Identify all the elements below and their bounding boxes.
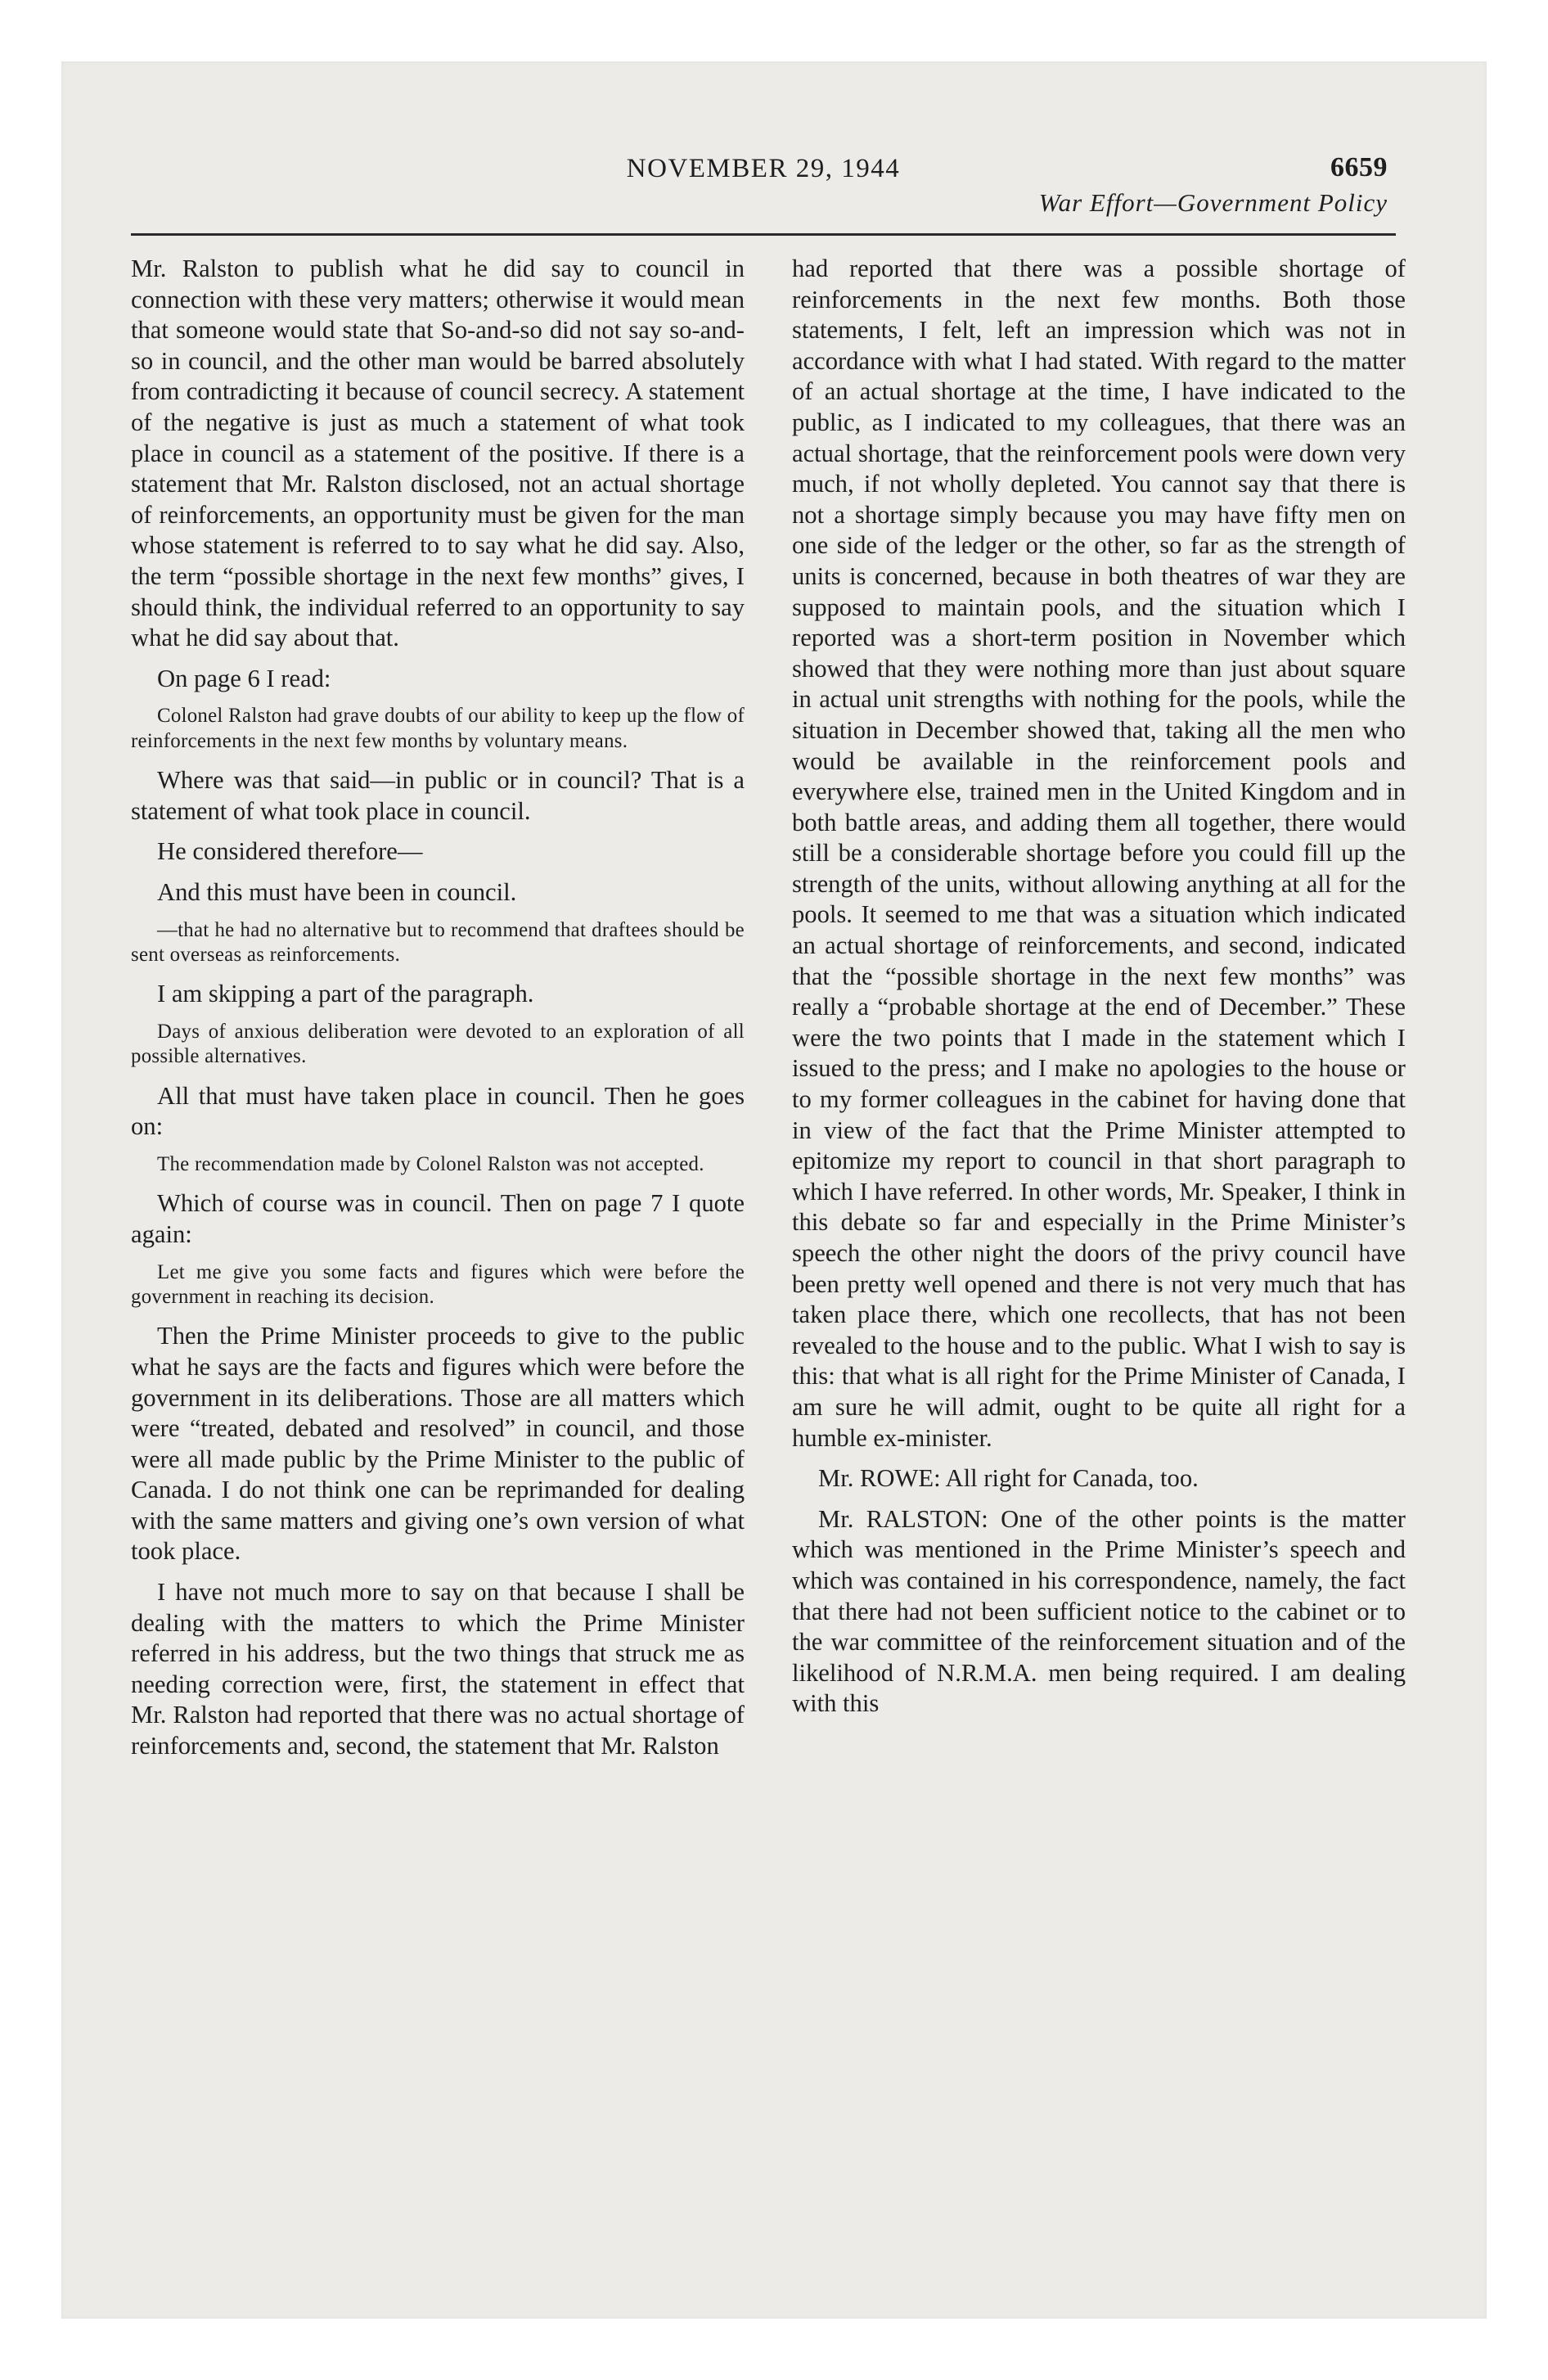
paragraph: had reported that there was a possible shortage of reinforcements in the next few months. Both those statements, I felt, left an impression which was not in accordance with what I had stated. With regard to the matter of an actual shortage at the time, I have indicated to the public, as I indicated to my colleagues, that there was an actual shortage, that the reinforcement pools were down very much, if not wholly depleted. You cannot say that there is not a shortage simply because you may have fifty men on one side of the ledger or the other, so far as the strength of units is concerned, because in both theatres of war they are supposed to maintain pools, and the situation which I reported was a short-term position in November which showed that they were nothing more than just about square in actual unit strengths with nothing for the pools, while the situation in December showed that, taking all the men who would be available in the reinforcement pools and everywhere else, trained men in the United Kingdom and in both battle areas, and adding them all together, there would still be a considerable shortage before you could fill up the strength of the units, without allowing anything at all for the pools. It seemed to me that was a situation which indicated an actual shortage of reinforcements, and second, indicated that the “possible shortage in the next few months” was really a “probable shortage at the end of December.” These were the two points that I made in the statement which I issued to the press; and I make no apologies to the house or to my former colleagues in the cabinet for having done that in view of the fact that the Prime Minister attempted to epitomize my report to council in that short paragraph to which I have referred. In other words, Mr. Speaker, I think in this debate so far and especially in the Prime Minister’s speech the other night the doors of the privy council have been pretty well opened and there is not very much that has taken place there, which one recollects, that has not been revealed to the house and to the public. What I wish to say is this: that what is all right for the Prime Minister of Canada, I am sure he will admit, ought to be quite all right for a humble ex-minister. <box>792 255 1406 1452</box>
paragraph: Mr. RALSTON: One of the other points is the matter which was mentioned in the Prime Minister’s speech and which was contained in his correspondence, namely, the fact that there had not been sufficient notice to the cabinet or to the war committee of the reinforcement situation and of the likelihood of N.R.M.A. men being required. I am dealing with this <box>792 1504 1406 1718</box>
paragraph: I am skipping a part of the paragraph. <box>157 980 534 1008</box>
quotation: The recommendation made by Colonel Ralston was not accepted. <box>157 1152 704 1175</box>
paragraph: On page 6 I read: <box>157 664 331 692</box>
paragraph: Mr. Ralston to publish what he did say to council in connection with these very matters; otherwise it would mean that someone would state that So-and-so did not say so-and-so in council, and the other man would be barred absolutely from contradicting it because of council secrecy. A statement of the negative is just as much a statement of what took place in council as a statement of the positive. If there is a statement that Mr. Ralston disclosed, not an actual shortage of reinforcements, an opportunity must be given for the man whose statement is referred to to say what he did say. Also, the term “possible shortage in the next few months” gives, I should think, the individual referred to an opportunity to say what he did say about that. <box>131 255 745 652</box>
paragraph: I have not much more to say on that because I shall be dealing with the matters to which the Prime Minister referred in his address, but the two things that struck me as needing correction were, first, the statement in effect that Mr. Ralston had reported that there was no actual shortage of reinforcements and, second, the statement that Mr. Ralston <box>131 1578 745 1760</box>
speaker-line: Mr. ROWE: All right for Canada, too. <box>818 1464 1199 1493</box>
left-column <box>131 254 745 1772</box>
header-date: NOVEMBER 29, 1944 <box>626 154 901 183</box>
quotation: Days of anxious deliberation were devoted to an exploration of all possible alternatives. <box>131 1020 745 1068</box>
paragraph: Which of course was in council. Then on page 7 I quote again: <box>131 1189 745 1248</box>
quotation: —that he had no alternative but to recommend that draftees should be sent overseas as reinforcements. <box>131 918 745 966</box>
paragraph: Then the Prime Minister proceeds to give to the public what he says are the facts and figures which were before the government in its deliberations. Those are all matters which were “treated, debated and resolved” in council, and those were all made public by the Prime Minister to the public of Canada. I do not think one can be reprimanded for dealing with the same matters and giving one’s own version of what took place. <box>131 1322 745 1566</box>
paragraph: Where was that said—in public or in council? That is a statement of what took place in council. <box>131 766 745 825</box>
running-subtitle: War Effort—Government Policy <box>1038 188 1388 217</box>
hansard-page <box>131 139 1406 2275</box>
paragraph: He considered therefore— <box>157 837 423 866</box>
paragraph: And this must have been in council. <box>157 877 517 906</box>
header-rule <box>131 233 1396 236</box>
paragraph: All that must have taken place in council. Then he goes on: <box>131 1081 745 1141</box>
quotation: Colonel Ralston had grave doubts of our ability to keep up the flow of reinforcements in the next few months by voluntary means. <box>131 705 745 752</box>
page-number: 6659 <box>1330 152 1388 183</box>
quotation: Let me give you some facts and figures which were before the government in reaching its decision. <box>131 1260 745 1308</box>
right-column <box>792 254 1406 1729</box>
page-header <box>131 139 1396 233</box>
